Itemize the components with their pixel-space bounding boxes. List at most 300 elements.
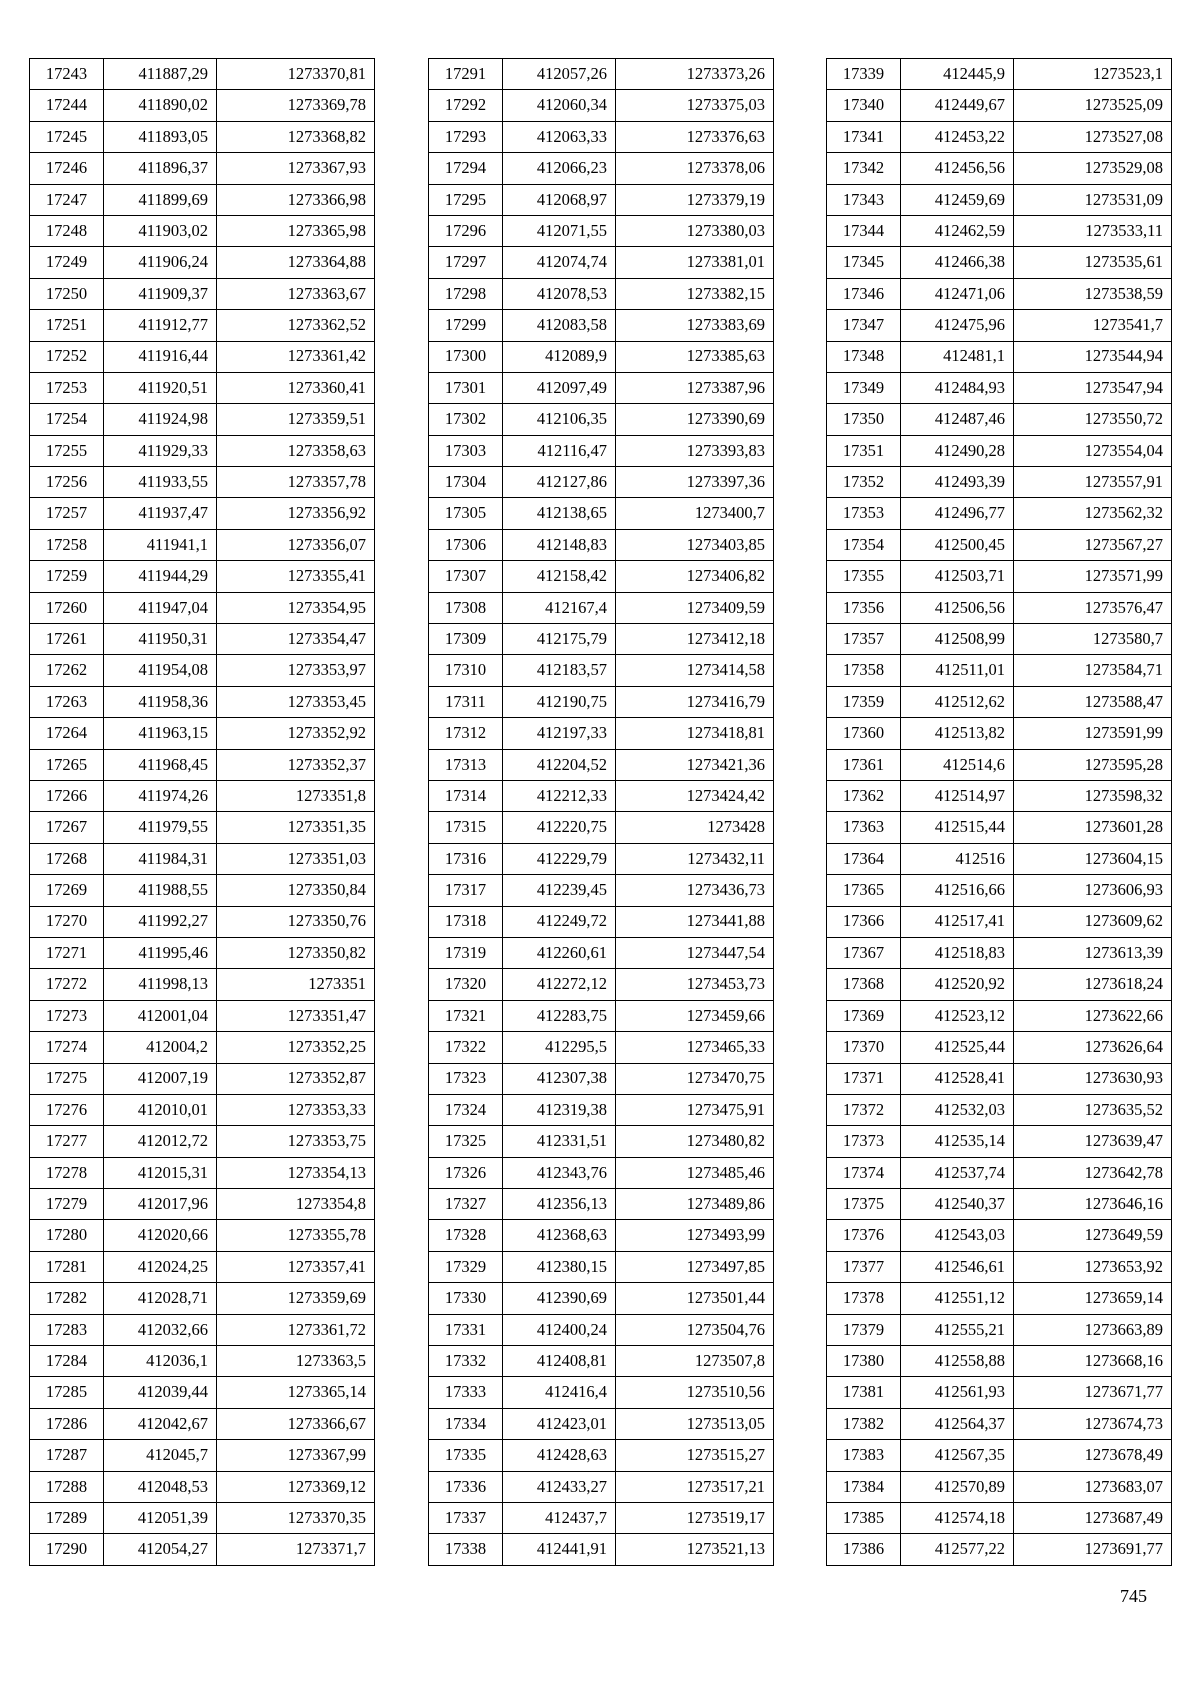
point-number-cell: 17384 — [827, 1471, 901, 1502]
y-coordinate-cell: 1273557,91 — [1014, 467, 1172, 498]
point-number-cell: 17271 — [30, 937, 104, 968]
point-number-cell: 17318 — [429, 906, 503, 937]
y-coordinate-cell: 1273550,72 — [1014, 404, 1172, 435]
table-row — [30, 404, 375, 435]
point-number-cell: 17304 — [429, 467, 503, 498]
y-coordinate-cell: 1273588,47 — [1014, 686, 1172, 717]
point-number-cell: 17300 — [429, 341, 503, 372]
x-coordinate-cell: 412036,1 — [104, 1346, 217, 1377]
point-number-cell: 17297 — [429, 247, 503, 278]
point-number-cell: 17289 — [30, 1502, 104, 1533]
table-row — [827, 749, 1172, 780]
x-coordinate-cell: 412441,91 — [503, 1534, 616, 1565]
y-coordinate-cell: 1273562,32 — [1014, 498, 1172, 529]
y-coordinate-cell: 1273480,82 — [616, 1126, 774, 1157]
x-coordinate-cell: 412543,03 — [901, 1220, 1014, 1251]
x-coordinate-cell: 412471,06 — [901, 278, 1014, 309]
table-row — [827, 467, 1172, 498]
table-row — [30, 59, 375, 90]
x-coordinate-cell: 411963,15 — [104, 718, 217, 749]
y-coordinate-cell: 1273501,44 — [616, 1283, 774, 1314]
point-number-cell: 17250 — [30, 278, 104, 309]
table-row — [429, 121, 774, 152]
y-coordinate-cell: 1273376,63 — [616, 121, 774, 152]
y-coordinate-cell: 1273674,73 — [1014, 1408, 1172, 1439]
y-coordinate-cell: 1273354,95 — [217, 592, 375, 623]
table-row — [827, 1314, 1172, 1345]
x-coordinate-cell: 412500,45 — [901, 529, 1014, 560]
point-number-cell: 17378 — [827, 1283, 901, 1314]
y-coordinate-cell: 1273363,67 — [217, 278, 375, 309]
table-row — [30, 686, 375, 717]
point-number-cell: 17267 — [30, 812, 104, 843]
y-coordinate-cell: 1273373,26 — [616, 59, 774, 90]
table-row — [30, 1189, 375, 1220]
table-row — [429, 247, 774, 278]
y-coordinate-cell: 1273382,15 — [616, 278, 774, 309]
y-coordinate-cell: 1273414,58 — [616, 655, 774, 686]
table-row — [30, 1220, 375, 1251]
table-row — [827, 498, 1172, 529]
point-number-cell: 17285 — [30, 1377, 104, 1408]
y-coordinate-cell: 1273361,72 — [217, 1314, 375, 1345]
y-coordinate-cell: 1273362,52 — [217, 310, 375, 341]
table-row — [827, 1094, 1172, 1125]
x-coordinate-cell: 412078,53 — [503, 278, 616, 309]
x-coordinate-cell: 412493,39 — [901, 467, 1014, 498]
table-row — [30, 937, 375, 968]
table-row — [827, 278, 1172, 309]
y-coordinate-cell: 1273357,41 — [217, 1251, 375, 1282]
point-number-cell: 17282 — [30, 1283, 104, 1314]
table-row — [429, 624, 774, 655]
table-row — [30, 1408, 375, 1439]
y-coordinate-cell: 1273653,92 — [1014, 1251, 1172, 1282]
x-coordinate-cell: 412063,33 — [503, 121, 616, 152]
x-coordinate-cell: 411998,13 — [104, 969, 217, 1000]
y-coordinate-cell: 1273436,73 — [616, 875, 774, 906]
x-coordinate-cell: 411988,55 — [104, 875, 217, 906]
x-coordinate-cell: 412066,23 — [503, 153, 616, 184]
point-number-cell: 17365 — [827, 875, 901, 906]
point-number-cell: 17374 — [827, 1157, 901, 1188]
y-coordinate-cell: 1273356,92 — [217, 498, 375, 529]
point-number-cell: 17346 — [827, 278, 901, 309]
point-number-cell: 17356 — [827, 592, 901, 623]
point-number-cell: 17371 — [827, 1063, 901, 1094]
y-coordinate-cell: 1273387,96 — [616, 372, 774, 403]
table-row — [30, 1094, 375, 1125]
x-coordinate-cell: 411903,02 — [104, 215, 217, 246]
table-row — [429, 1440, 774, 1471]
x-coordinate-cell: 412508,99 — [901, 624, 1014, 655]
table-row — [429, 561, 774, 592]
table-row — [827, 1032, 1172, 1063]
table-row — [429, 310, 774, 341]
y-coordinate-cell: 1273352,92 — [217, 718, 375, 749]
point-number-cell: 17293 — [429, 121, 503, 152]
y-coordinate-cell: 1273350,82 — [217, 937, 375, 968]
x-coordinate-cell: 411933,55 — [104, 467, 217, 498]
table-row — [827, 341, 1172, 372]
table-row — [429, 1094, 774, 1125]
point-number-cell: 17358 — [827, 655, 901, 686]
x-coordinate-cell: 412356,13 — [503, 1189, 616, 1220]
point-number-cell: 17276 — [30, 1094, 104, 1125]
x-coordinate-cell: 412513,82 — [901, 718, 1014, 749]
y-coordinate-cell: 1273591,99 — [1014, 718, 1172, 749]
point-number-cell: 17361 — [827, 749, 901, 780]
point-number-cell: 17364 — [827, 843, 901, 874]
x-coordinate-cell: 412416,4 — [503, 1377, 616, 1408]
point-number-cell: 17375 — [827, 1189, 901, 1220]
table-row — [30, 1377, 375, 1408]
point-number-cell: 17322 — [429, 1032, 503, 1063]
table-row — [30, 969, 375, 1000]
table-row — [429, 780, 774, 811]
point-number-cell: 17279 — [30, 1189, 104, 1220]
x-coordinate-cell: 412518,83 — [901, 937, 1014, 968]
y-coordinate-cell: 1273366,98 — [217, 184, 375, 215]
x-coordinate-cell: 412057,26 — [503, 59, 616, 90]
x-coordinate-cell: 412343,76 — [503, 1157, 616, 1188]
y-coordinate-cell: 1273424,42 — [616, 780, 774, 811]
point-number-cell: 17362 — [827, 780, 901, 811]
y-coordinate-cell: 1273642,78 — [1014, 1157, 1172, 1188]
point-number-cell: 17376 — [827, 1220, 901, 1251]
table-row — [429, 1126, 774, 1157]
x-coordinate-cell: 411958,36 — [104, 686, 217, 717]
table-row — [30, 1471, 375, 1502]
table-row — [429, 812, 774, 843]
point-number-cell: 17326 — [429, 1157, 503, 1188]
x-coordinate-cell: 412204,52 — [503, 749, 616, 780]
y-coordinate-cell: 1273363,5 — [217, 1346, 375, 1377]
x-coordinate-cell: 412045,7 — [104, 1440, 217, 1471]
page-number: 745 — [1120, 1586, 1147, 1606]
table-row — [429, 1220, 774, 1251]
table-row — [30, 906, 375, 937]
table-row — [30, 184, 375, 215]
table-row — [30, 875, 375, 906]
table-row — [827, 812, 1172, 843]
x-coordinate-cell: 412071,55 — [503, 215, 616, 246]
y-coordinate-cell: 1273646,16 — [1014, 1189, 1172, 1220]
table-row — [429, 718, 774, 749]
x-coordinate-cell: 411924,98 — [104, 404, 217, 435]
x-coordinate-cell: 411896,37 — [104, 153, 217, 184]
table-row — [429, 686, 774, 717]
point-number-cell: 17343 — [827, 184, 901, 215]
y-coordinate-cell: 1273385,63 — [616, 341, 774, 372]
x-coordinate-cell: 412212,33 — [503, 780, 616, 811]
x-coordinate-cell: 412097,49 — [503, 372, 616, 403]
y-coordinate-cell: 1273441,88 — [616, 906, 774, 937]
table-row — [429, 435, 774, 466]
point-number-cell: 17303 — [429, 435, 503, 466]
y-coordinate-cell: 1273416,79 — [616, 686, 774, 717]
point-number-cell: 17275 — [30, 1063, 104, 1094]
point-number-cell: 17331 — [429, 1314, 503, 1345]
y-coordinate-cell: 1273412,18 — [616, 624, 774, 655]
table-row — [429, 1534, 774, 1565]
point-number-cell: 17258 — [30, 529, 104, 560]
y-coordinate-cell: 1273351,03 — [217, 843, 375, 874]
point-number-cell: 17255 — [30, 435, 104, 466]
y-coordinate-cell: 1273356,07 — [217, 529, 375, 560]
point-number-cell: 17332 — [429, 1346, 503, 1377]
y-coordinate-cell: 1273547,94 — [1014, 372, 1172, 403]
point-number-cell: 17291 — [429, 59, 503, 90]
table-row — [30, 498, 375, 529]
y-coordinate-cell: 1273595,28 — [1014, 749, 1172, 780]
table-row — [30, 310, 375, 341]
x-coordinate-cell: 412555,21 — [901, 1314, 1014, 1345]
y-coordinate-cell: 1273533,11 — [1014, 215, 1172, 246]
x-coordinate-cell: 412042,67 — [104, 1408, 217, 1439]
table-row — [30, 1126, 375, 1157]
point-number-cell: 17264 — [30, 718, 104, 749]
y-coordinate-cell: 1273351 — [217, 969, 375, 1000]
table-row — [429, 278, 774, 309]
x-coordinate-cell: 412558,88 — [901, 1346, 1014, 1377]
y-coordinate-cell: 1273622,66 — [1014, 1000, 1172, 1031]
point-number-cell: 17310 — [429, 655, 503, 686]
point-number-cell: 17247 — [30, 184, 104, 215]
point-number-cell: 17286 — [30, 1408, 104, 1439]
x-coordinate-cell: 412249,72 — [503, 906, 616, 937]
table-row — [429, 906, 774, 937]
table-row — [30, 1440, 375, 1471]
y-coordinate-cell: 1273639,47 — [1014, 1126, 1172, 1157]
point-number-cell: 17315 — [429, 812, 503, 843]
point-number-cell: 17370 — [827, 1032, 901, 1063]
table-row — [429, 1377, 774, 1408]
table-row — [30, 718, 375, 749]
x-coordinate-cell: 412183,57 — [503, 655, 616, 686]
y-coordinate-cell: 1273447,54 — [616, 937, 774, 968]
x-coordinate-cell: 412514,97 — [901, 780, 1014, 811]
point-number-cell: 17309 — [429, 624, 503, 655]
y-coordinate-cell: 1273370,81 — [217, 59, 375, 90]
table-row — [827, 780, 1172, 811]
y-coordinate-cell: 1273369,78 — [217, 90, 375, 121]
x-coordinate-cell: 411893,05 — [104, 121, 217, 152]
table-row — [30, 121, 375, 152]
x-coordinate-cell: 412506,56 — [901, 592, 1014, 623]
point-number-cell: 17281 — [30, 1251, 104, 1282]
y-coordinate-cell: 1273691,77 — [1014, 1534, 1172, 1565]
x-coordinate-cell: 412496,77 — [901, 498, 1014, 529]
table-row — [429, 592, 774, 623]
table-row — [30, 90, 375, 121]
y-coordinate-cell: 1273671,77 — [1014, 1377, 1172, 1408]
point-number-cell: 17305 — [429, 498, 503, 529]
y-coordinate-cell: 1273355,41 — [217, 561, 375, 592]
point-number-cell: 17377 — [827, 1251, 901, 1282]
y-coordinate-cell: 1273353,97 — [217, 655, 375, 686]
x-coordinate-cell: 412459,69 — [901, 184, 1014, 215]
y-coordinate-cell: 1273378,06 — [616, 153, 774, 184]
x-coordinate-cell: 412400,24 — [503, 1314, 616, 1345]
y-coordinate-cell: 1273393,83 — [616, 435, 774, 466]
table-row — [429, 1189, 774, 1220]
point-number-cell: 17352 — [827, 467, 901, 498]
x-coordinate-cell: 412190,75 — [503, 686, 616, 717]
point-number-cell: 17328 — [429, 1220, 503, 1251]
x-coordinate-cell: 411974,26 — [104, 780, 217, 811]
point-number-cell: 17294 — [429, 153, 503, 184]
point-number-cell: 17280 — [30, 1220, 104, 1251]
x-coordinate-cell: 412525,44 — [901, 1032, 1014, 1063]
x-coordinate-cell: 411937,47 — [104, 498, 217, 529]
y-coordinate-cell: 1273659,14 — [1014, 1283, 1172, 1314]
table-row — [827, 906, 1172, 937]
table-row — [30, 153, 375, 184]
y-coordinate-cell: 1273507,8 — [616, 1346, 774, 1377]
y-coordinate-cell: 1273351,8 — [217, 780, 375, 811]
x-coordinate-cell: 411995,46 — [104, 937, 217, 968]
y-coordinate-cell: 1273635,52 — [1014, 1094, 1172, 1125]
x-coordinate-cell: 412229,79 — [503, 843, 616, 874]
point-number-cell: 17367 — [827, 937, 901, 968]
y-coordinate-cell: 1273613,39 — [1014, 937, 1172, 968]
y-coordinate-cell: 1273521,13 — [616, 1534, 774, 1565]
y-coordinate-cell: 1273497,85 — [616, 1251, 774, 1282]
y-coordinate-cell: 1273361,42 — [217, 341, 375, 372]
y-coordinate-cell: 1273519,17 — [616, 1502, 774, 1533]
table-row — [827, 184, 1172, 215]
point-number-cell: 17349 — [827, 372, 901, 403]
point-number-cell: 17316 — [429, 843, 503, 874]
table-row — [827, 121, 1172, 152]
y-coordinate-cell: 1273355,78 — [217, 1220, 375, 1251]
point-number-cell: 17312 — [429, 718, 503, 749]
table-row — [30, 529, 375, 560]
y-coordinate-cell: 1273571,99 — [1014, 561, 1172, 592]
table-row — [429, 1063, 774, 1094]
y-coordinate-cell: 1273538,59 — [1014, 278, 1172, 309]
point-number-cell: 17311 — [429, 686, 503, 717]
point-number-cell: 17249 — [30, 247, 104, 278]
table-row — [429, 404, 774, 435]
y-coordinate-cell: 1273535,61 — [1014, 247, 1172, 278]
y-coordinate-cell: 1273352,37 — [217, 749, 375, 780]
table-row — [30, 592, 375, 623]
x-coordinate-cell: 412051,39 — [104, 1502, 217, 1533]
y-coordinate-cell: 1273352,87 — [217, 1063, 375, 1094]
x-coordinate-cell: 412239,45 — [503, 875, 616, 906]
point-number-cell: 17381 — [827, 1377, 901, 1408]
y-coordinate-cell: 1273618,24 — [1014, 969, 1172, 1000]
y-coordinate-cell: 1273493,99 — [616, 1220, 774, 1251]
point-number-cell: 17248 — [30, 215, 104, 246]
y-coordinate-cell: 1273359,69 — [217, 1283, 375, 1314]
x-coordinate-cell: 412567,35 — [901, 1440, 1014, 1471]
table-row — [30, 655, 375, 686]
table-row — [429, 529, 774, 560]
point-number-cell: 17330 — [429, 1283, 503, 1314]
point-number-cell: 17277 — [30, 1126, 104, 1157]
table-row — [827, 404, 1172, 435]
x-coordinate-cell: 412516,66 — [901, 875, 1014, 906]
y-coordinate-cell: 1273489,86 — [616, 1189, 774, 1220]
point-number-cell: 17260 — [30, 592, 104, 623]
point-number-cell: 17348 — [827, 341, 901, 372]
table-row — [30, 215, 375, 246]
point-number-cell: 17284 — [30, 1346, 104, 1377]
table-row — [429, 875, 774, 906]
point-number-cell: 17383 — [827, 1440, 901, 1471]
coordinate-table-1 — [29, 58, 375, 1566]
point-number-cell: 17368 — [827, 969, 901, 1000]
point-number-cell: 17357 — [827, 624, 901, 655]
table-row — [827, 969, 1172, 1000]
y-coordinate-cell: 1273351,35 — [217, 812, 375, 843]
x-coordinate-cell: 412020,66 — [104, 1220, 217, 1251]
y-coordinate-cell: 1273350,76 — [217, 906, 375, 937]
table-row — [30, 278, 375, 309]
y-coordinate-cell: 1273678,49 — [1014, 1440, 1172, 1471]
table-row — [827, 1189, 1172, 1220]
x-coordinate-cell: 412537,74 — [901, 1157, 1014, 1188]
table-row — [30, 812, 375, 843]
point-number-cell: 17342 — [827, 153, 901, 184]
y-coordinate-cell: 1273517,21 — [616, 1471, 774, 1502]
x-coordinate-cell: 411929,33 — [104, 435, 217, 466]
y-coordinate-cell: 1273353,45 — [217, 686, 375, 717]
y-coordinate-cell: 1273351,47 — [217, 1000, 375, 1031]
point-number-cell: 17292 — [429, 90, 503, 121]
point-number-cell: 17341 — [827, 121, 901, 152]
point-number-cell: 17317 — [429, 875, 503, 906]
table-row — [30, 372, 375, 403]
x-coordinate-cell: 412220,75 — [503, 812, 616, 843]
table-row — [429, 498, 774, 529]
x-coordinate-cell: 412167,4 — [503, 592, 616, 623]
coordinate-table-2 — [428, 58, 774, 1566]
y-coordinate-cell: 1273367,93 — [217, 153, 375, 184]
y-coordinate-cell: 1273353,33 — [217, 1094, 375, 1125]
table-row — [827, 1251, 1172, 1282]
x-coordinate-cell: 411890,02 — [104, 90, 217, 121]
table-row — [30, 1251, 375, 1282]
y-coordinate-cell: 1273453,73 — [616, 969, 774, 1000]
y-coordinate-cell: 1273390,69 — [616, 404, 774, 435]
y-coordinate-cell: 1273367,99 — [217, 1440, 375, 1471]
table-row — [827, 215, 1172, 246]
table-row — [429, 184, 774, 215]
table-row — [429, 937, 774, 968]
y-coordinate-cell: 1273379,19 — [616, 184, 774, 215]
x-coordinate-cell: 412010,01 — [104, 1094, 217, 1125]
table-row — [827, 1283, 1172, 1314]
table-row — [827, 1000, 1172, 1031]
table-row — [429, 1314, 774, 1345]
point-number-cell: 17359 — [827, 686, 901, 717]
table-row — [429, 467, 774, 498]
x-coordinate-cell: 412197,33 — [503, 718, 616, 749]
x-coordinate-cell: 412074,74 — [503, 247, 616, 278]
x-coordinate-cell: 412380,15 — [503, 1251, 616, 1282]
x-coordinate-cell: 411941,1 — [104, 529, 217, 560]
y-coordinate-cell: 1273369,12 — [217, 1471, 375, 1502]
x-coordinate-cell: 412564,37 — [901, 1408, 1014, 1439]
table-row — [429, 1408, 774, 1439]
x-coordinate-cell: 411920,51 — [104, 372, 217, 403]
y-coordinate-cell: 1273409,59 — [616, 592, 774, 623]
point-number-cell: 17266 — [30, 780, 104, 811]
